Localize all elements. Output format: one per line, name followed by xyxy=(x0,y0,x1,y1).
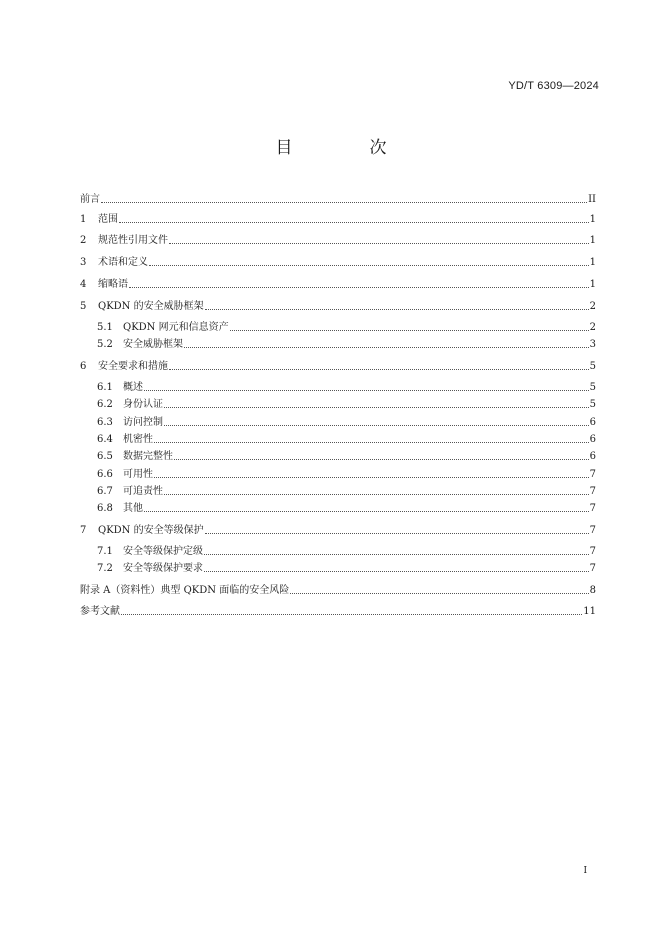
toc-entry-label: 范围 xyxy=(98,214,118,225)
toc-leader xyxy=(164,406,589,408)
toc-entry-page: 8 xyxy=(589,585,596,596)
toc-entry-page: 2 xyxy=(589,322,596,333)
toc-entry-6-4[interactable] xyxy=(97,430,596,446)
toc-leader xyxy=(169,368,589,370)
toc-entry-6[interactable] xyxy=(80,357,596,373)
toc-entry-page: 5 xyxy=(589,361,596,372)
toc-entry-page: 7 xyxy=(589,563,596,574)
toc-entry-7[interactable] xyxy=(80,521,596,537)
toc-entry-page: 7 xyxy=(589,469,596,480)
toc-entry-number: 6.7 xyxy=(97,486,113,497)
toc-entry-number: 7 xyxy=(80,525,87,536)
toc-entry-label: 其他 xyxy=(123,503,143,514)
toc-leader xyxy=(205,308,589,310)
toc-entry-number: 6.4 xyxy=(97,434,113,445)
toc-entry-number: 6.8 xyxy=(97,503,113,514)
toc-entry-label: 概述 xyxy=(123,382,143,393)
toc-entry-7-1[interactable] xyxy=(97,542,596,558)
page-title: 目 次 xyxy=(275,138,417,158)
toc-entry-number: 6 xyxy=(80,361,87,372)
toc-entry-6-3[interactable] xyxy=(97,413,596,429)
toc-entry-number: 6.6 xyxy=(97,469,113,480)
toc-entry-appendix-a[interactable] xyxy=(80,581,596,597)
toc-entry-page: 7 xyxy=(589,546,596,557)
toc-entry-1[interactable] xyxy=(80,210,596,226)
toc-entry-number: 7.2 xyxy=(97,563,113,574)
toc-entry-number: 2 xyxy=(80,235,87,246)
toc-entry-number: 3 xyxy=(80,257,87,268)
toc-entry-label: 身份认证 xyxy=(123,399,163,410)
toc-entry-label: 可追责性 xyxy=(123,486,163,497)
toc-leader xyxy=(144,389,589,391)
toc-entry-label: QKDN 的安全威胁框架 xyxy=(98,301,204,312)
toc-entry-4[interactable] xyxy=(80,275,596,291)
toc-leader xyxy=(164,424,589,426)
toc-entry-label: 规范性引用文件 xyxy=(98,235,168,246)
toc-entry-label: 前言 xyxy=(80,194,100,205)
toc-entry-label: 术语和定义 xyxy=(98,257,148,268)
toc-entry-5-2[interactable] xyxy=(97,335,596,351)
toc-entry-label: 安全等级保护定级 xyxy=(123,546,203,557)
toc-entry-label: 数据完整性 xyxy=(123,451,173,462)
page-number: I xyxy=(583,866,587,876)
toc-leader xyxy=(129,286,589,288)
toc-entry-6-5[interactable] xyxy=(97,447,596,463)
toc-entry-number: 4 xyxy=(80,279,87,290)
toc-leader xyxy=(230,329,589,331)
toc-entry-label: 安全等级保护要求 xyxy=(123,563,203,574)
toc-entry-number: 6.5 xyxy=(97,451,113,462)
toc-leader xyxy=(149,264,589,266)
toc-entry-page: 1 xyxy=(589,214,596,225)
toc-entry-references[interactable] xyxy=(80,602,596,618)
toc-entry-page: 1 xyxy=(589,279,596,290)
toc-leader xyxy=(154,476,589,478)
toc-entry-label: 缩略语 xyxy=(98,279,128,290)
toc-entry-label: 参考文献 xyxy=(80,606,120,617)
toc-entry-5[interactable] xyxy=(80,297,596,313)
toc-entry-3[interactable] xyxy=(80,253,596,269)
toc-leader xyxy=(101,201,587,203)
toc-entry-7-2[interactable] xyxy=(97,559,596,575)
toc-entry-page: 7 xyxy=(589,525,596,536)
toc-entry-label: 机密性 xyxy=(123,434,153,445)
toc-entry-page: 1 xyxy=(589,235,596,246)
toc-leader xyxy=(121,613,582,615)
toc-entry-page: 5 xyxy=(589,399,596,410)
toc-entry-page: 6 xyxy=(589,434,596,445)
toc-entry-6-1[interactable] xyxy=(97,378,596,394)
toc-entry-page: 11 xyxy=(583,606,596,617)
toc-entry-label: 安全要求和措施 xyxy=(98,361,168,372)
toc-entry-page: 7 xyxy=(589,486,596,497)
toc-leader xyxy=(174,458,589,460)
toc-entry-page: 1 xyxy=(589,257,596,268)
toc-leader xyxy=(144,510,589,512)
toc-entry-6-7[interactable] xyxy=(97,482,596,498)
toc-entry-number: 5.1 xyxy=(97,322,113,333)
toc-entry-label: QKDN 的安全等级保护 xyxy=(98,525,204,536)
toc-leader xyxy=(205,532,589,534)
toc-entry-5-1[interactable] xyxy=(97,318,596,334)
toc-entry-number: 5 xyxy=(80,301,87,312)
toc-leader xyxy=(204,570,589,572)
toc-entry-page: 5 xyxy=(589,382,596,393)
toc-entry-label: QKDN 网元和信息资产 xyxy=(123,322,229,333)
toc-entry-6-2[interactable] xyxy=(97,395,596,411)
toc-entry-page: 6 xyxy=(589,451,596,462)
toc-leader xyxy=(119,221,589,223)
toc-entry-label: 访问控制 xyxy=(123,417,163,428)
toc-entry-number: 6.3 xyxy=(97,417,113,428)
toc-leader xyxy=(290,592,588,594)
toc-leader xyxy=(154,441,589,443)
toc-entry-page: II xyxy=(588,194,596,205)
toc-entry-page: 7 xyxy=(589,503,596,514)
document-code: YD/T 6309—2024 xyxy=(508,80,599,92)
toc-leader xyxy=(204,553,589,555)
toc-leader xyxy=(164,493,589,495)
toc-entry-foreword[interactable] xyxy=(80,190,596,206)
toc-entry-number: 1 xyxy=(80,214,87,225)
toc-entry-number: 7.1 xyxy=(97,546,113,557)
toc-entry-6-8[interactable] xyxy=(97,499,596,515)
toc-entry-label: 安全威胁框架 xyxy=(123,339,183,350)
toc-entry-2[interactable] xyxy=(80,231,596,247)
toc-entry-label: 附录 A（资料性）典型 QKDN 面临的安全风险 xyxy=(80,585,290,596)
toc-entry-number: 6.2 xyxy=(97,399,113,410)
toc-entry-page: 3 xyxy=(589,339,596,350)
toc-entry-label: 可用性 xyxy=(123,469,153,480)
toc-entry-page: 6 xyxy=(589,417,596,428)
toc-entry-page: 2 xyxy=(589,301,596,312)
toc-entry-6-6[interactable] xyxy=(97,465,596,481)
toc-leader xyxy=(169,242,589,244)
toc-entry-number: 5.2 xyxy=(97,339,113,350)
toc-entry-number: 6.1 xyxy=(97,382,113,393)
toc-leader xyxy=(184,346,589,348)
